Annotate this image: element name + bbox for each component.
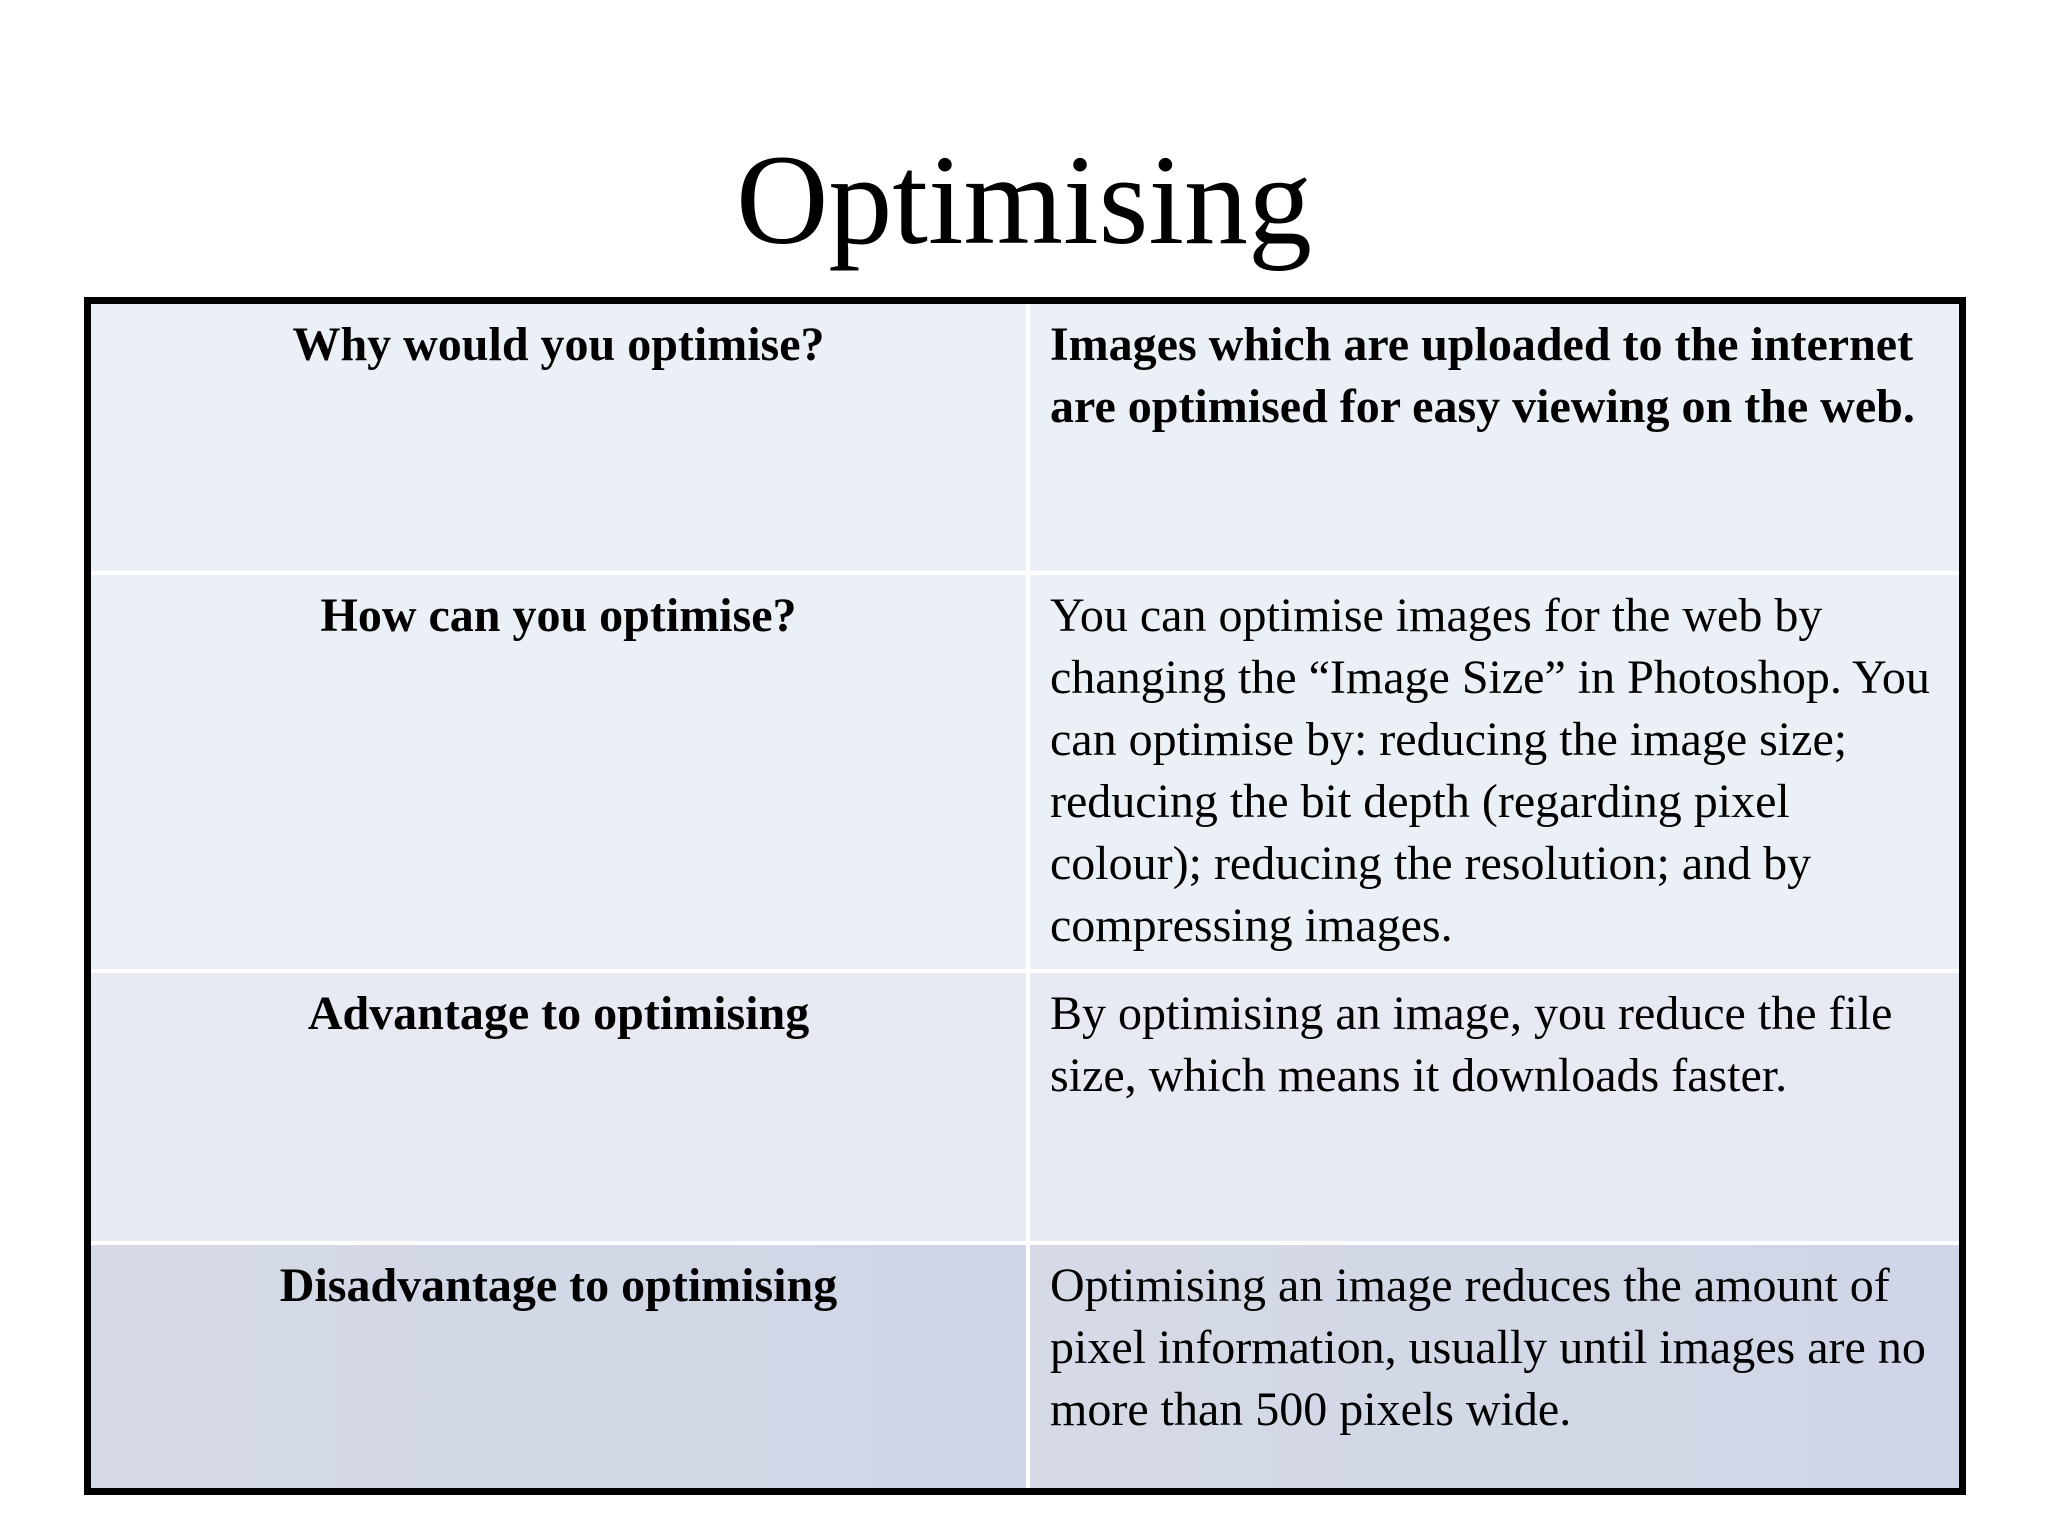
- table-grid: [91, 304, 1959, 1488]
- table-row-1-answer: Images which are uploaded to the internet are optimised for easy viewing on the web.: [1030, 304, 1959, 571]
- table-row-4-question: Disadvantage to optimising: [91, 1245, 1026, 1488]
- table-row-3-question: Advantage to optimising: [91, 973, 1026, 1241]
- table-row-3-answer: By optimising an image, you reduce the file size, which means it downloads faster.: [1030, 973, 1959, 1241]
- slide-title: Optimising: [735, 129, 1313, 271]
- optimising-table: [84, 297, 1966, 1495]
- table-row-4-answer: Optimising an image reduces the amount of pixel information, usually until images are no more than 500 pixels wide.: [1030, 1245, 1959, 1488]
- table-row-2-question: How can you optimise?: [91, 575, 1026, 969]
- table-row-1-question: Why would you optimise?: [91, 304, 1026, 571]
- table-row-2-answer: You can optimise images for the web by changing the “Image Size” in Photoshop. You can optimise by: reducing the image size; reducing the bit depth (regarding pixel colour); reducing the resolution; and by compressing images.: [1030, 575, 1959, 969]
